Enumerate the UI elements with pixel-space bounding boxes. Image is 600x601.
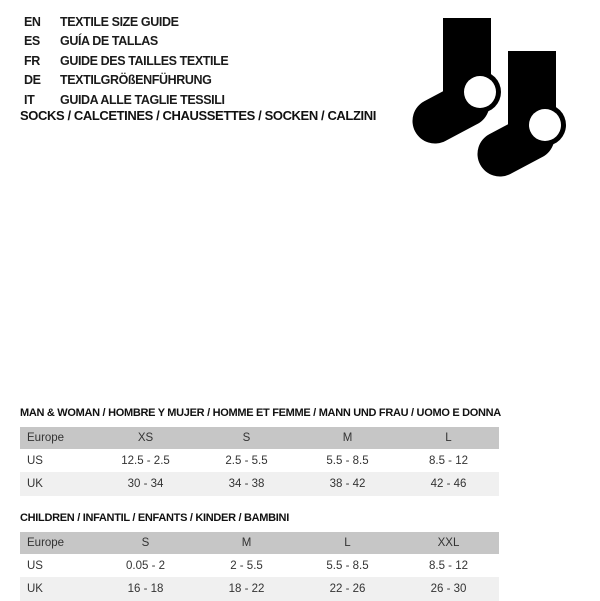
column-header: Europe [20, 427, 95, 449]
sock-right [500, 51, 566, 154]
sock-left [435, 18, 501, 121]
row-label: UK [20, 472, 95, 496]
language-row-de [24, 71, 228, 90]
column-header: M [196, 532, 297, 554]
socks-icon [403, 6, 583, 186]
size-cell: 38 - 42 [297, 472, 398, 496]
table-title: MAN & WOMAN / HOMBRE Y MUJER / HOMME ET FEMME / MANN UND FRAU / UOMO E DONNA [20, 407, 501, 419]
language-label: GUÍA DE TALLAS [60, 34, 158, 49]
column-header: S [95, 532, 196, 554]
table-header-row [20, 532, 499, 554]
row-label: UK [20, 577, 95, 601]
language-code: EN [24, 15, 41, 29]
column-header: XXL [398, 532, 499, 554]
size-cell: 2.5 - 5.5 [225, 454, 268, 467]
size-cell: 30 - 34 [95, 472, 196, 496]
size-cell: 26 - 30 [398, 577, 499, 601]
category-title: SOCKS / CALCETINES / CHAUSSETTES / SOCKEN / CALZINI [20, 108, 376, 123]
language-code: ES [24, 34, 40, 49]
table-header-row [20, 427, 499, 449]
size-cell: 0.05 - 2 [126, 559, 165, 572]
table-title: CHILDREN / INFANTIL / ENFANTS / KINDER / BAMBINI [20, 512, 289, 524]
row-label: US [27, 454, 43, 467]
size-cell: 16 - 18 [95, 577, 196, 601]
size-table-children [20, 511, 486, 601]
language-row-es [24, 32, 228, 51]
size-cell: 8.5 - 12 [429, 559, 468, 572]
size-cell: 5.5 - 8.5 [326, 559, 369, 572]
column-header: L [297, 532, 398, 554]
size-cell: 8.5 - 12 [429, 454, 468, 467]
table-row-uk [20, 577, 499, 601]
size-cell: 34 - 38 [196, 472, 297, 496]
size-cell: 12.5 - 2.5 [121, 454, 170, 467]
size-cell: 18 - 22 [196, 577, 297, 601]
column-header: L [398, 427, 499, 449]
language-label: TEXTILE SIZE GUIDE [60, 15, 179, 29]
language-code: DE [24, 73, 41, 88]
language-code: FR [24, 53, 40, 68]
column-header: S [196, 427, 297, 449]
size-cell: 2 - 5.5 [230, 559, 263, 572]
language-code: IT [24, 92, 35, 107]
language-label: GUIDE DES TAILLES TEXTILE [60, 53, 229, 68]
table-row-uk [20, 472, 499, 496]
size-cell: 22 - 26 [297, 577, 398, 601]
column-header: Europe [20, 532, 95, 554]
table-row-us [20, 554, 499, 577]
column-header: M [297, 427, 398, 449]
language-row-fr [24, 52, 228, 71]
language-label: GUIDA ALLE TAGLIE TESSILI [60, 92, 225, 107]
row-label: US [27, 559, 43, 572]
table-row-us [20, 449, 499, 472]
language-label: TEXTILGRÖßENFÜHRUNG [60, 73, 212, 88]
size-cell: 5.5 - 8.5 [326, 454, 369, 467]
column-header: XS [95, 427, 196, 449]
size-table-man-woman [20, 406, 501, 496]
size-cell: 42 - 46 [398, 472, 499, 496]
language-list [24, 13, 228, 110]
language-row-en [24, 13, 228, 32]
